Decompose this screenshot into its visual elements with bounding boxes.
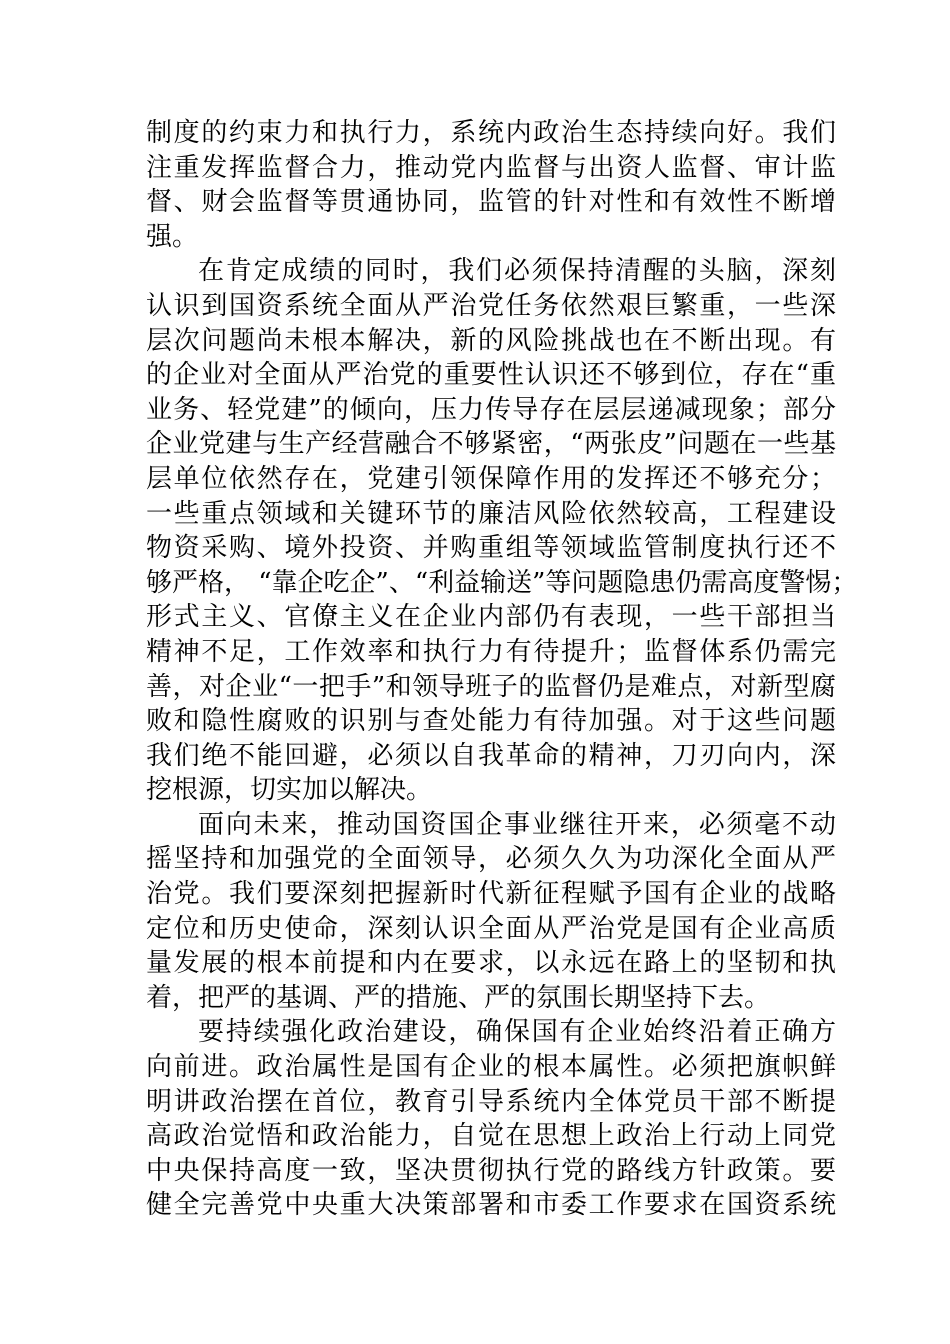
text-line: 量发展的根本前提和内在要求，以永远在路上的坚韧和执: [146, 948, 836, 979]
text-line: 善，对企业“一把手”和领导班子的监督仍是难点，对新型腐: [146, 671, 836, 702]
text-line: 形式主义、官僚主义在企业内部仍有表现，一些干部担当: [146, 602, 836, 633]
text-line: 高政治觉悟和政治能力，自觉在思想上政治上行动上同党: [146, 1121, 836, 1152]
text-line: 着，把严的基调、严的措施、严的氛围长期坚持下去。: [146, 982, 771, 1013]
document-body: [146, 116, 858, 1223]
text-line: 健全完善党中央重大决策部署和市委工作要求在国资系统: [146, 1190, 836, 1221]
text-line: 物资采购、境外投资、并购重组等领域监管制度执行还不: [146, 533, 836, 564]
text-line: 我们绝不能回避，必须以自我革命的精神，刀刃向内，深: [146, 740, 836, 771]
text-line: 精神不足，工作效率和执行力有待提升；监督体系仍需完: [146, 636, 836, 667]
text-line: 强。: [146, 221, 199, 252]
text-line: 败和隐性腐败的识别与查处能力有待加强。对于这些问题: [146, 706, 836, 737]
text-line: 的企业对全面从严治党的重要性认识还不够到位，存在“重: [146, 360, 836, 391]
text-line: 制度的约束力和执行力，系统内政治生态持续向好。我们: [146, 118, 836, 148]
text-line: 够严格， “靠企吃企”、“利益输送”等问题隐患仍需高度警惕；: [146, 567, 858, 598]
text-line: 中央保持高度一致，坚决贯彻执行党的路线方针政策。要: [146, 1155, 836, 1186]
text-line: 定位和历史使命，深刻认识全面从严治党是国有企业高质: [146, 913, 836, 944]
text-line: 层单位依然存在，党建引领保障作用的发挥还不够充分；: [146, 463, 836, 494]
text-line: 在肯定成绩的同时，我们必须保持清醒的头脑，深刻: [198, 256, 836, 287]
text-line: 企业党建与生产经营融合不够紧密，“两张皮”问题在一些基: [146, 429, 836, 460]
text-line: 面向未来，推动国资国企事业继往开来，必须毫不动: [198, 809, 836, 840]
text-line: 明讲政治摆在首位，教育引导系统内全体党员干部不断提: [146, 1086, 836, 1117]
text-line: 要持续强化政治建设，确保国有企业始终沿着正确方: [198, 1017, 836, 1048]
text-line: 业务、轻党建”的倾向，压力传导存在层层递减现象；部分: [146, 394, 836, 425]
text-line: 一些重点领域和关键环节的廉洁风险依然较高，工程建设: [146, 498, 836, 529]
text-line: 认识到国资系统全面从严治党任务依然艰巨繁重，一些深: [146, 290, 836, 321]
text-line: 摇坚持和加强党的全面领导，必须久久为功深化全面从严: [146, 844, 836, 875]
text-line: 挖根源，切实加以解决。: [146, 775, 433, 806]
text-line: 层次问题尚未根本解决，新的风险挑战也在不断出现。有: [146, 325, 836, 356]
text-line: 注重发挥监督合力，推动党内监督与出资人监督、审计监: [146, 152, 836, 183]
text-line: 向前进。政治属性是国有企业的根本属性。必须把旗帜鲜: [146, 1052, 836, 1083]
text-line: 督、财会监督等贯通协同，监管的针对性和有效性不断增: [146, 187, 836, 218]
text-line: 治党。我们要深刻把握新时代新征程赋予国有企业的战略: [146, 879, 836, 910]
